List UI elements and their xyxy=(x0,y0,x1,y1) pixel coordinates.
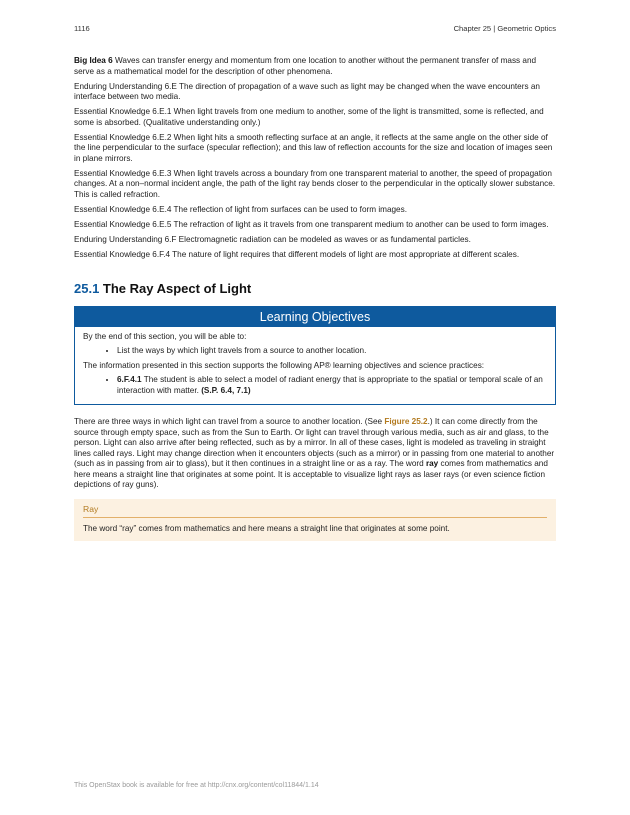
standard-item: Enduring Understanding 6.E The direction of propagation of a wave such as light may be changed when the wave encounters an interface between two media. xyxy=(74,81,540,102)
page-number: 1116 xyxy=(74,24,90,33)
running-header xyxy=(74,24,556,33)
glossary-definition: The word “ray” comes from mathematics and here means a straight line that originates at some point. xyxy=(83,523,450,533)
objectives-intro: By the end of this section, you will be able to: xyxy=(83,331,247,341)
learning-objectives-box xyxy=(74,306,556,406)
learning-objectives-body xyxy=(75,327,555,405)
big-idea-label: Big Idea 6 xyxy=(74,56,113,65)
section-title: The Ray Aspect of Light xyxy=(99,280,252,296)
standard-item: Essential Knowledge 6.E.3 When light travels across a boundary from one transparent material to another, the speed of propagation changes. At a non–normal incident angle, the path of the light ray bends closer to the perpendicular in the optically slower substance. This is called refraction. xyxy=(74,168,556,199)
glossary-box xyxy=(74,499,556,542)
ap-objective-code: 6.F.4.1 xyxy=(117,375,142,385)
standard-item: Essential Knowledge 6.E.1 When light travels from one medium to another, some of the light is transmitted, some is reflected, and some is absorbed. (Qualitative understanding only.) xyxy=(74,107,544,127)
glossary-term: Ray xyxy=(83,504,547,518)
main-content xyxy=(74,56,556,541)
body-paragraph xyxy=(74,417,556,491)
science-practice: (S.P. 6.4, 7.1) xyxy=(201,385,251,395)
standard-item: Essential Knowledge 6.F.4 The nature of light requires that different models of light are most appropriate at different scales. xyxy=(74,250,520,260)
ap-objective-item xyxy=(117,375,547,396)
standard-item: Enduring Understanding 6.F Electromagnetic radiation can be modeled as waves or as fundamental particles. xyxy=(74,235,471,245)
ap-objectives-list xyxy=(83,375,547,396)
key-term: ray xyxy=(425,459,439,469)
section-heading xyxy=(74,281,556,296)
figure-link[interactable]: Figure 25.2 xyxy=(384,417,428,427)
learning-objectives-heading: Learning Objectives xyxy=(75,307,555,327)
chapter-title: Chapter 25 | Geometric Optics xyxy=(453,24,556,33)
objective-item: • List the ways by which light travels from a source to another location. xyxy=(117,346,547,357)
body-text: .) It can come directly from the source through empty space, such as from the Sun to Earth. Or light can travel through various media, such as air and glass, to the person. Light can also arrive after being reflected, such as by a mirror. In all of these cases, light is modeled as traveling in straight lines called rays. Light may change direction when it encounters objects (such as a mirror) or in passing from one material to another (such as in passing from air to glass), but it then continues in a straight line or as a ray. The word xyxy=(74,417,555,469)
big-idea xyxy=(74,56,556,77)
page-footer: This OpenStax book is available for free at http://cnx.org/content/col11844/1.14 xyxy=(74,782,319,789)
objectives-list xyxy=(83,346,547,357)
ap-standards xyxy=(74,56,556,261)
standard-item: Essential Knowledge 6.E.2 When light hits a smooth reflecting surface at an angle, it reflects at the same angle on the other side of the line perpendicular to the surface (specular reflection); and this law of reflection accounts for the size and location of images seen in plane mirrors. xyxy=(74,132,553,163)
standard-item: Essential Knowledge 6.E.4 The reflection of light from surfaces can be used to form images. xyxy=(74,204,407,214)
ap-objective-text: The student is able to select a model of radiant energy that is appropriate to the spatial or temporal scale of an interaction with matter. xyxy=(117,375,543,395)
ap-objectives-intro: The information presented in this section supports the following AP® learning objectives and science practices: xyxy=(83,360,485,370)
big-idea-text: Waves can transfer energy and momentum from one location to another without the permanent transfer of mass and serve as a mathematical model for the description of other phenomena. xyxy=(74,56,537,76)
standard-item: Essential Knowledge 6.E.5 The refraction of light as it travels from one transparent medium to another can be used to form images. xyxy=(74,220,549,230)
section-number: 25.1 xyxy=(74,280,100,296)
body-text: There are three ways in which light can travel from a source to another location. (See xyxy=(74,417,385,427)
body-text: comes from mathematics and here means a straight line that originates at some point. It is acceptable to visualize light rays as laser rays (or even science fiction depictions of ray guns). xyxy=(74,459,548,490)
